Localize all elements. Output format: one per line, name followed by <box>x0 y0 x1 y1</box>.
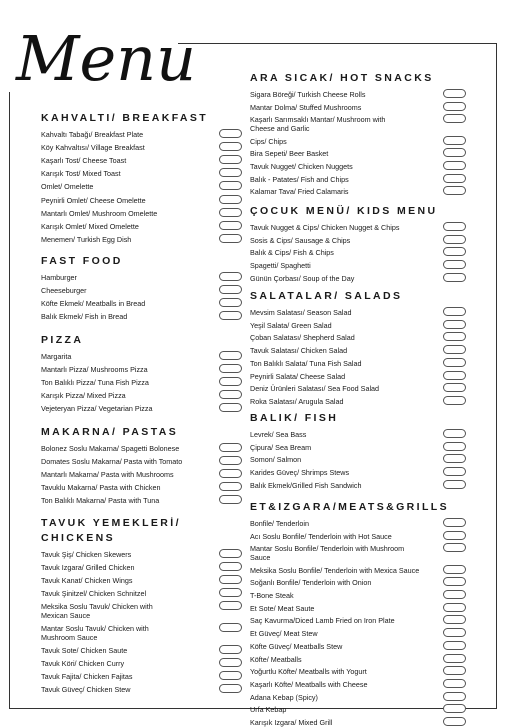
menu-item: Mantar Soslu Tavuk/ Chicken with <box>41 624 149 633</box>
section-title-et-izgara-meats-grills: ET&IZGARA/MEATS&GRILLS <box>250 501 450 513</box>
item-checkbox[interactable] <box>443 704 466 713</box>
item-checkbox[interactable] <box>443 692 466 701</box>
menu-item: Bira Sepeti/ Beer Basket <box>250 149 329 159</box>
menu-item: Tavuk Nugget & Cips/ Chicken Nugget & Chips <box>250 223 400 232</box>
item-checkbox[interactable] <box>443 577 466 586</box>
menu-item: Balık Ekmek/Grilled Fish Sandwich <box>250 480 362 490</box>
menu-item: Tavuk Şiş/ Chicken Skewers <box>41 550 132 559</box>
item-checkbox[interactable] <box>219 390 242 399</box>
item-checkbox[interactable] <box>219 575 242 584</box>
section-title-pizza: PIZZA <box>41 334 84 346</box>
item-checkbox[interactable] <box>219 645 242 654</box>
item-checkbox[interactable] <box>443 518 466 527</box>
menu-item: Tavuk Güveç/ Chicken Stew <box>41 684 131 694</box>
menu-item: Balık Ekmek/ Fish in Bread <box>41 312 128 322</box>
menu-item: Et Sote/ Meat Saute <box>250 603 315 613</box>
item-checkbox[interactable] <box>443 247 466 256</box>
item-checkbox[interactable] <box>219 495 242 504</box>
item-checkbox[interactable] <box>443 396 466 405</box>
menu-item-continued: Mushroom Sauce <box>41 632 98 642</box>
item-checkbox[interactable] <box>443 603 466 612</box>
item-checkbox[interactable] <box>443 148 466 157</box>
menu-item: Peynirli Salata/ Cheese Salad <box>250 371 346 381</box>
menu-item: Çoban Salatası/ Shepherd Salad <box>250 333 355 343</box>
item-checkbox[interactable] <box>443 442 466 451</box>
menu-item: Ton Balıklı Makarna/ Pasta with Tuna <box>41 496 160 506</box>
item-checkbox[interactable] <box>219 377 242 386</box>
menu-item: Levrek/ Sea Bass <box>250 430 307 439</box>
menu-item: Somon/ Salmon <box>250 455 302 465</box>
menu-item: Meksika Soslu Bonfile/ Tenderloin with Mexica Sauce <box>250 565 420 575</box>
item-checkbox[interactable] <box>219 272 242 281</box>
menu-item-continued: Sauce <box>250 552 271 562</box>
item-checkbox[interactable] <box>443 174 466 183</box>
menu-item: Balık & Cips/ Fish & Chips <box>250 248 334 258</box>
menu-item: Tavuk Köri/ Chicken Curry <box>41 658 125 668</box>
item-checkbox[interactable] <box>443 679 466 688</box>
item-checkbox[interactable] <box>443 590 466 599</box>
item-checkbox[interactable] <box>219 168 242 177</box>
menu-item: Karışık Omlet/ Mixed Omelette <box>41 221 139 231</box>
menu-item: Urfa Kebap <box>250 705 287 715</box>
menu-title-text: Menu <box>16 22 197 95</box>
item-checkbox[interactable] <box>443 136 466 145</box>
item-checkbox[interactable] <box>443 429 466 438</box>
menu-item: Mantarlı Makarna/ Pasta with Mushrooms <box>41 470 174 480</box>
menu-item: Köy Kahvaltısı/ Village Breakfast <box>41 143 145 153</box>
menu-item: Ton Balıklı Salata/ Tuna Fish Salad <box>250 358 362 368</box>
section-title-chickens: CHICKENS <box>41 532 116 544</box>
menu-item: Karışık Pizza/ Mixed Pizza <box>41 391 126 401</box>
menu-item: Kaşarlı Sarımsaklı Mantar/ Mushroom with <box>250 115 386 125</box>
item-checkbox[interactable] <box>219 443 242 452</box>
item-checkbox[interactable] <box>443 307 466 316</box>
menu-item: Vejeteryan Pizza/ Vegetarian Pizza <box>41 404 153 414</box>
item-checkbox[interactable] <box>443 467 466 476</box>
item-checkbox[interactable] <box>219 684 242 693</box>
menu-item: Günün Çorbası/ Soup of the Day <box>250 273 355 283</box>
item-checkbox[interactable] <box>219 351 242 360</box>
menu-item: Spagetti/ Spaghetti <box>250 261 311 271</box>
section-title-tavuk-yemekleri: TAVUK YEMEKLERİ/ <box>41 517 181 529</box>
item-checkbox[interactable] <box>219 142 242 151</box>
menu-item: Sigara Böreği/ Turkish Cheese Rolls <box>250 90 366 99</box>
item-checkbox[interactable] <box>219 129 242 138</box>
menu-item: Tavuk Kanat/ Chicken Wings <box>41 576 133 586</box>
item-checkbox[interactable] <box>443 186 466 195</box>
item-checkbox[interactable] <box>219 562 242 571</box>
menu-logo <box>8 14 197 95</box>
menu-item: Deniz Ürünleri Salatası/ Sea Food Salad <box>250 384 380 394</box>
item-checkbox[interactable] <box>443 89 466 98</box>
item-checkbox[interactable] <box>219 671 242 680</box>
item-checkbox[interactable] <box>443 641 466 650</box>
menu-item: Bolonez Soslu Makarna/ Spagetti Bolonese <box>41 444 180 453</box>
item-checkbox[interactable] <box>219 588 242 597</box>
item-checkbox[interactable] <box>219 285 242 294</box>
item-checkbox[interactable] <box>443 531 466 540</box>
section-title-kahvalti-breakfast: KAHVALTI/ BREAKFAST <box>41 112 209 124</box>
menu-item: T-Bone Steak <box>250 591 294 600</box>
item-checkbox[interactable] <box>219 221 242 230</box>
item-checkbox[interactable] <box>219 403 242 412</box>
menu-item: Cips/ Chips <box>250 136 287 146</box>
menu-item: Tavuk Izgara/ Grilled Chicken <box>41 563 135 573</box>
menu-item: Domates Soslu Makarna/ Pasta with Tomato <box>41 457 183 467</box>
menu-item: Köfte/ Meatballs <box>250 654 302 664</box>
item-checkbox[interactable] <box>443 383 466 392</box>
item-checkbox[interactable] <box>443 235 466 244</box>
section-title-ara-sicak-hot-snacks: ARA SICAK/ HOT SNACKS <box>250 72 434 84</box>
item-checkbox[interactable] <box>219 456 242 465</box>
menu-item: Cheeseburger <box>41 286 87 296</box>
menu-item-continued: Mexican Sauce <box>41 610 91 620</box>
item-checkbox[interactable] <box>443 102 466 111</box>
section-title-c-ocuk-menu-kids-menu: ÇOCUK MENÜ/ KIDS MENU <box>250 205 438 217</box>
section-title-balik-fish: BALIK/ FISH <box>250 412 339 424</box>
section-title-makarna-pastas: MAKARNA/ PASTAS <box>41 426 179 438</box>
item-checkbox[interactable] <box>443 114 466 123</box>
menu-item: Tavuk Fajita/ Chicken Fajitas <box>41 671 133 681</box>
menu-item: Kaşarlı Köfte/ Meatballs with Cheese <box>250 679 368 689</box>
menu-item: Kahvaltı Tabağı/ Breakfast Plate <box>41 130 144 139</box>
item-checkbox[interactable] <box>443 222 466 231</box>
menu-item: Köfte Ekmek/ Meatballs in Bread <box>41 299 146 309</box>
menu-script-title <box>8 14 197 95</box>
item-checkbox[interactable] <box>443 454 466 463</box>
item-checkbox[interactable] <box>443 565 466 574</box>
item-checkbox[interactable] <box>219 658 242 667</box>
menu-item: Adana Kebap (Spicy) <box>250 692 318 702</box>
menu-item: Ton Balıklı Pizza/ Tuna Fish Pizza <box>41 378 149 388</box>
item-checkbox[interactable] <box>443 543 466 552</box>
item-checkbox[interactable] <box>219 549 242 558</box>
item-checkbox[interactable] <box>443 332 466 341</box>
menu-item: Balık - Patates/ Fish and Chips <box>250 174 349 184</box>
item-checkbox[interactable] <box>443 615 466 624</box>
item-checkbox[interactable] <box>219 155 242 164</box>
item-checkbox[interactable] <box>443 666 466 675</box>
item-checkbox[interactable] <box>443 260 466 269</box>
menu-item: Roka Salatası/ Arugula Salad <box>250 396 344 406</box>
menu-item: Yoğurtlu Köfte/ Meatballs with Yogurt <box>250 667 367 677</box>
menu-item: Mantarlı Omlet/ Mushroom Omelette <box>41 208 158 218</box>
item-checkbox[interactable] <box>443 358 466 367</box>
menu-item: Tavuk Nugget/ Chicken Nuggets <box>250 162 353 171</box>
menu-item: Soğanlı Bonfile/ Tenderloin with Onion <box>250 578 372 588</box>
item-checkbox[interactable] <box>219 469 242 478</box>
menu-item-continued: Cheese and Garlic <box>250 123 310 133</box>
menu-item: Mantar Dolma/ Stuffed Mushrooms <box>250 102 362 112</box>
item-checkbox[interactable] <box>219 181 242 190</box>
section-title-salatalar-salads: SALATALAR/ SALADS <box>250 290 403 302</box>
menu-item: Köfte Güveç/ Meatballs Stew <box>250 641 343 651</box>
menu-item: Hamburger <box>41 273 77 282</box>
section-title-fast-food: FAST FOOD <box>41 255 123 267</box>
menu-item: Kalamar Tava/ Fried Calamaris <box>250 187 349 197</box>
menu-item: Meksika Soslu Tavuk/ Chicken with <box>41 602 153 612</box>
menu-item: Tavuk Salatası/ Chicken Salad <box>250 346 348 356</box>
item-checkbox[interactable] <box>219 234 242 243</box>
menu-item: Et Güveç/ Meat Stew <box>250 629 318 639</box>
menu-item: Kaşarlı Tost/ Cheese Toast <box>41 156 127 166</box>
item-checkbox[interactable] <box>219 623 242 632</box>
item-checkbox[interactable] <box>443 628 466 637</box>
menu-item: Bonfile/ Tenderloin <box>250 519 310 528</box>
item-checkbox[interactable] <box>443 345 466 354</box>
item-checkbox[interactable] <box>219 601 242 610</box>
menu-item: Omlet/ Omelette <box>41 182 94 192</box>
item-checkbox[interactable] <box>219 195 242 204</box>
item-checkbox[interactable] <box>219 311 242 320</box>
menu-item: Karides Güveç/ Shrimps Stews <box>250 468 350 478</box>
menu-item: Çipura/ Sea Bream <box>250 442 312 452</box>
menu-item: Tavuk Sote/ Chicken Saute <box>41 645 128 655</box>
item-checkbox[interactable] <box>219 364 242 373</box>
item-checkbox[interactable] <box>443 654 466 663</box>
item-checkbox[interactable] <box>443 161 466 170</box>
menu-item: Menemen/ Turkish Egg Dish <box>41 234 132 244</box>
item-checkbox[interactable] <box>219 208 242 217</box>
menu-item: Tavuk Şinitzel/ Chicken Schnitzel <box>41 589 147 599</box>
item-checkbox[interactable] <box>443 371 466 380</box>
item-checkbox[interactable] <box>219 482 242 491</box>
item-checkbox[interactable] <box>443 320 466 329</box>
menu-item: Margarita <box>41 352 72 361</box>
menu-item: Tavuklu Makarna/ Pasta with Chicken <box>41 483 161 493</box>
menu-item: Karışık Izgara/ Mixed Grill <box>250 718 333 727</box>
item-checkbox[interactable] <box>443 717 466 726</box>
menu-item: Mantarlı Pizza/ Mushrooms Pizza <box>41 365 148 375</box>
menu-item: Peynirli Omlet/ Cheese Omelette <box>41 195 146 205</box>
menu-item: Sosis & Cips/ Sausage & Chips <box>250 235 351 245</box>
menu-item: Mevsim Salatası/ Season Salad <box>250 308 352 317</box>
menu-item: Mantar Soslu Bonfile/ Tenderloin with Mushroom <box>250 544 405 554</box>
menu-item: Karışık Tost/ Mixed Toast <box>41 169 121 179</box>
menu-item: Yeşil Salata/ Green Salad <box>250 320 332 330</box>
item-checkbox[interactable] <box>443 273 466 282</box>
menu-item: Acı Soslu Bonfile/ Tenderloin with Hot Sauce <box>250 531 392 541</box>
menu-item: Saç Kavurma/Diced Lamb Fried on Iron Plate <box>250 616 395 626</box>
item-checkbox[interactable] <box>443 480 466 489</box>
item-checkbox[interactable] <box>219 298 242 307</box>
